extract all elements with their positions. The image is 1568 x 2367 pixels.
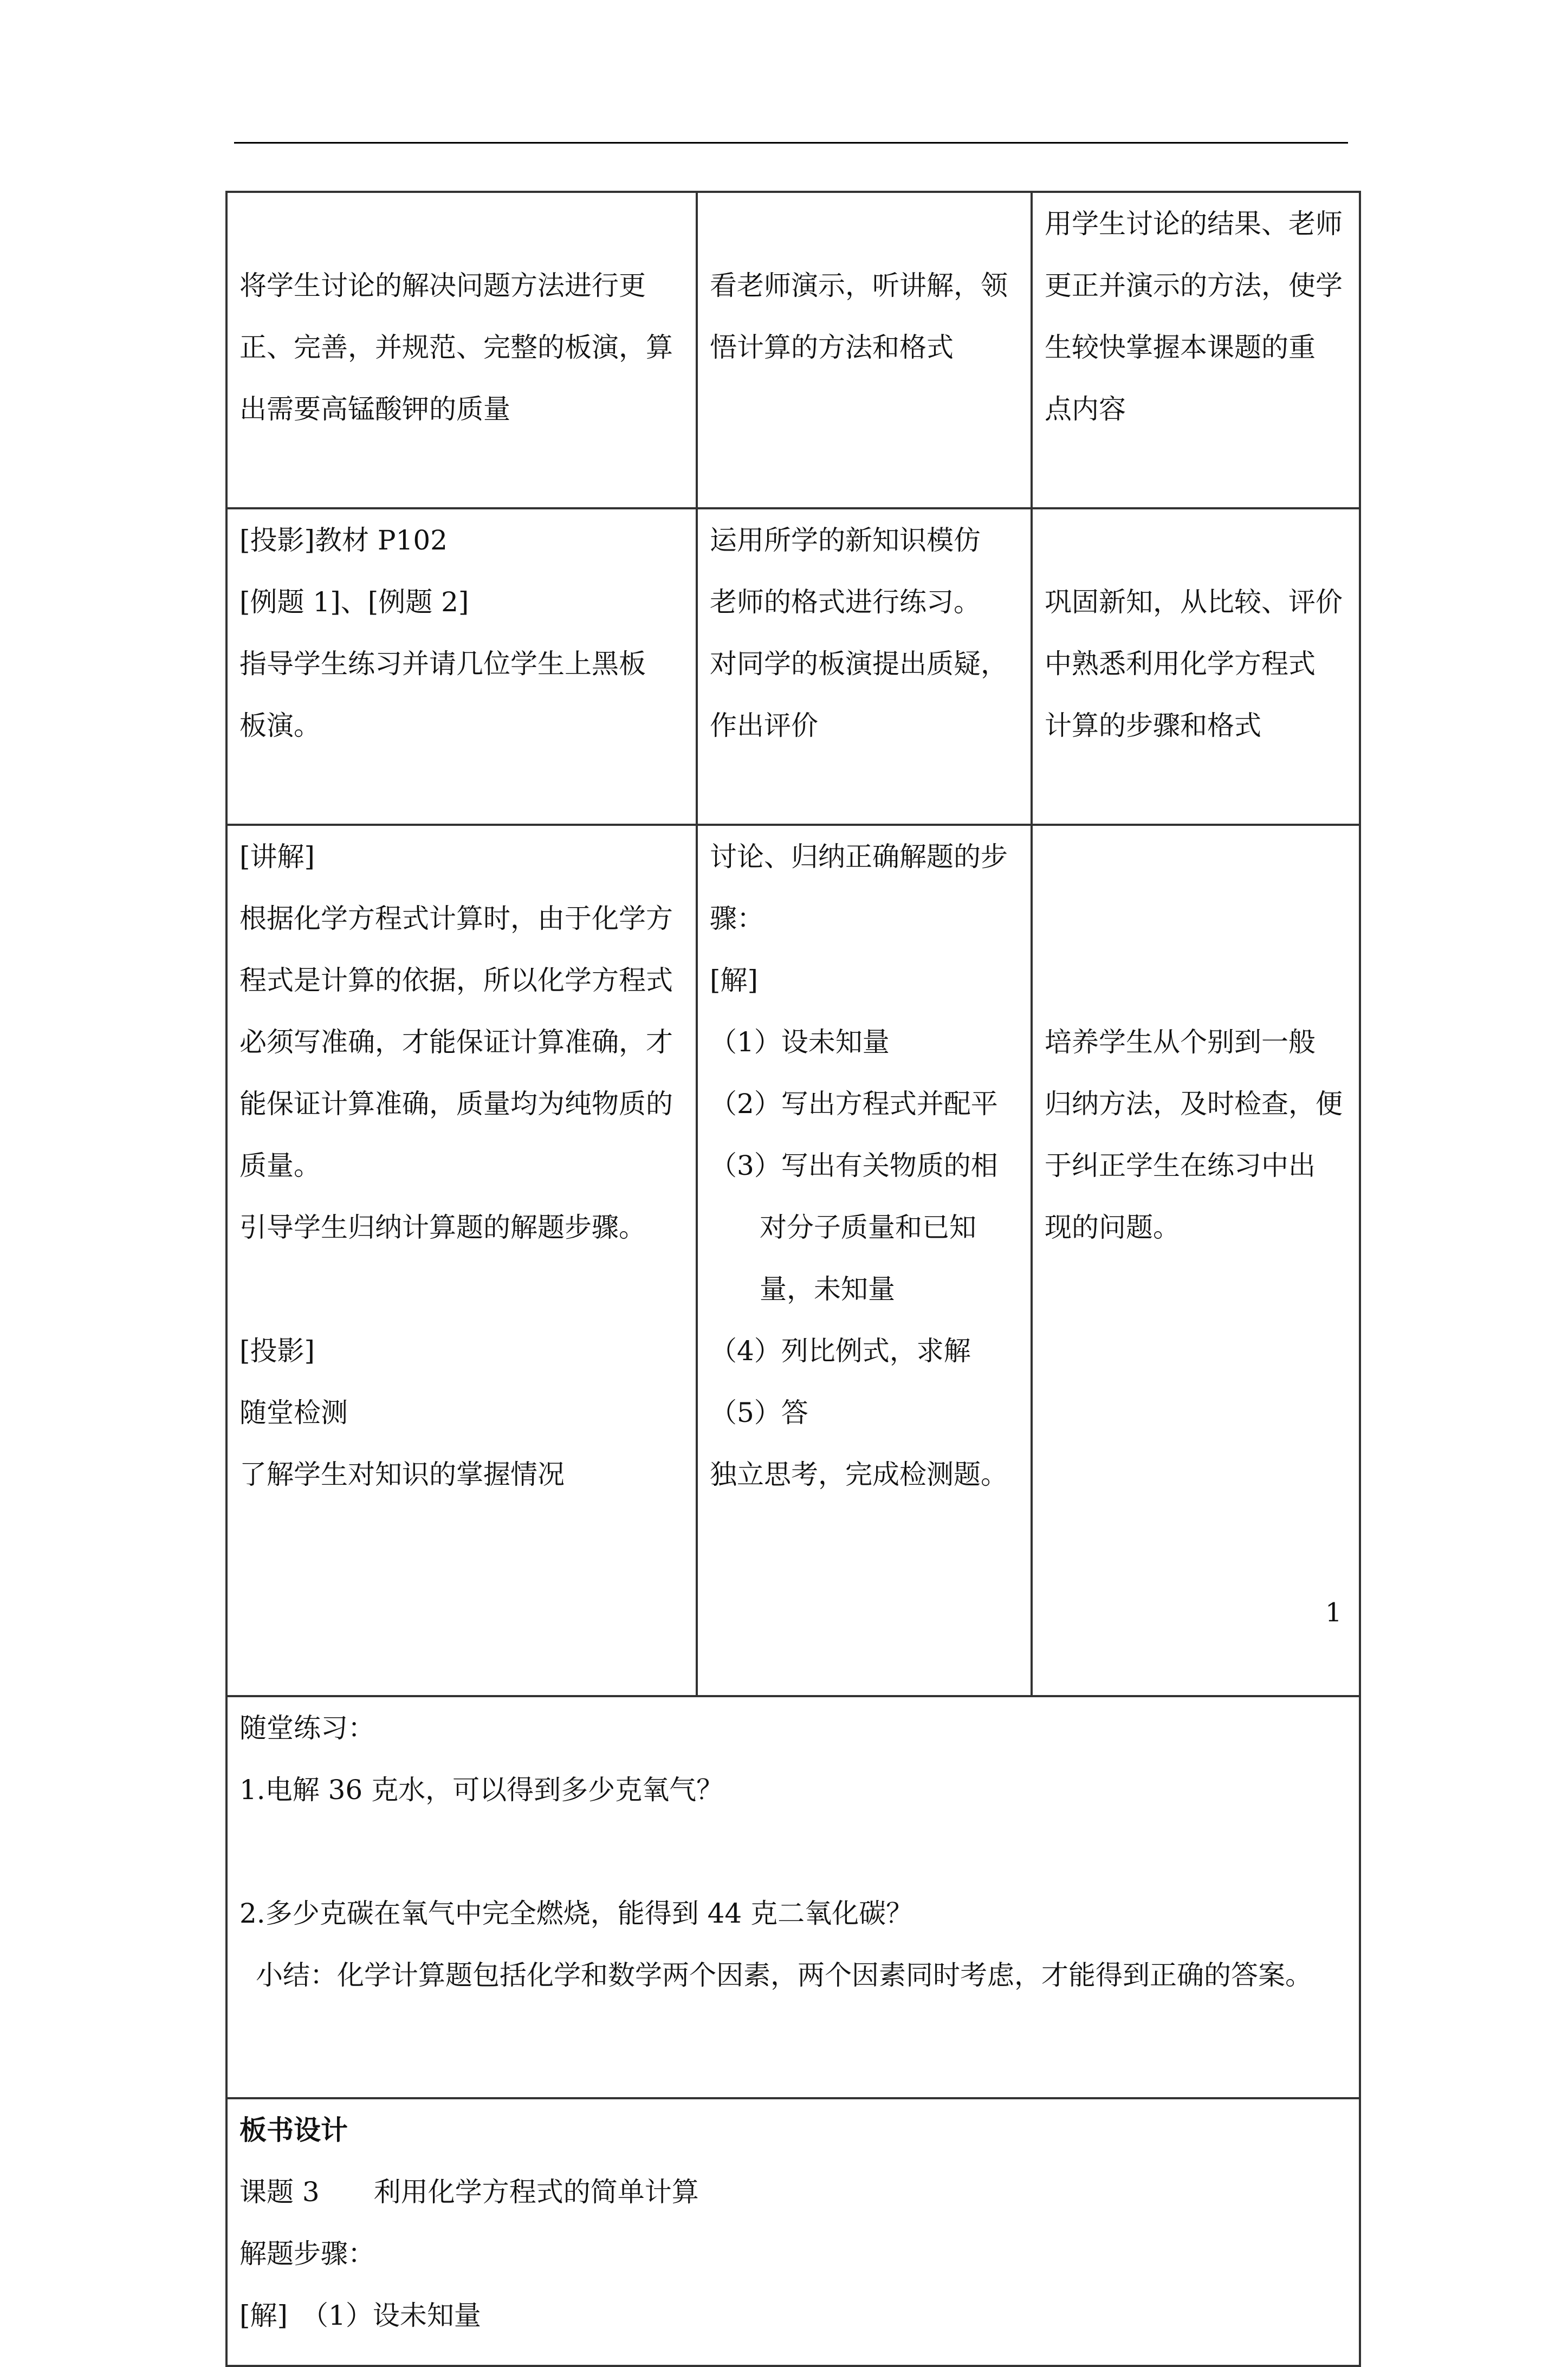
summary-text: 小结：化学计算题包括化学和数学两个因素，两个因素同时考虑，才能得到正确的答案。 bbox=[256, 1959, 1312, 1991]
table-row bbox=[226, 1696, 1360, 2098]
text-line: 于纠正学生在练习中出 bbox=[1045, 1150, 1316, 1181]
student-activity-cell bbox=[697, 192, 1032, 508]
board-first-step: [解] （1）设未知量 bbox=[239, 2300, 481, 2331]
practice-question: 2.多少克碳在氧气中完全燃烧，能得到 44 克二氧化碳？ bbox=[239, 1898, 913, 1929]
text-line: 更正并演示的方法，使学 bbox=[1045, 270, 1343, 301]
text-line: 归纳方法，及时检查，便 bbox=[1045, 1088, 1343, 1120]
text-line: [解] bbox=[710, 965, 759, 996]
text-line: 生较快掌握本课题的重 bbox=[1045, 332, 1316, 363]
text-line: 看老师演示，听讲解，领 bbox=[710, 270, 1008, 301]
text-line: （4）列比例式，求解 bbox=[710, 1335, 971, 1367]
text-line: （5）答 bbox=[710, 1397, 808, 1428]
text-line: （2）写出方程式并配平 bbox=[710, 1088, 998, 1120]
table-row bbox=[226, 2098, 1360, 2366]
text-line: 点内容 bbox=[1045, 393, 1126, 425]
text-line: （3）写出有关物质的相 bbox=[710, 1150, 998, 1181]
text-line: 巩固新知，从比较、评价 bbox=[1045, 586, 1343, 618]
text-line: 中熟悉利用化学方程式 bbox=[1045, 648, 1316, 680]
text-line: 引导学生归纳计算题的解题步骤。 bbox=[239, 1212, 646, 1243]
table-row bbox=[226, 825, 1360, 1696]
text-line: 程式是计算的依据，所以化学方程式 bbox=[239, 965, 673, 996]
table-row bbox=[226, 192, 1360, 508]
text-line: [例题 1]、[例题 2] bbox=[239, 586, 469, 618]
board-design-cell bbox=[226, 2098, 1360, 2366]
text-line: 运用所学的新知识模仿 bbox=[710, 525, 981, 556]
text-line: 根据化学方程式计算时，由于化学方 bbox=[239, 903, 673, 934]
board-steps-label: 解题步骤： bbox=[239, 2238, 375, 2269]
blank-line bbox=[239, 1258, 684, 1320]
text-line: （1）设未知量 bbox=[710, 1026, 890, 1058]
board-topic: 课题 3 利用化学方程式的简单计算 bbox=[239, 2176, 699, 2208]
text-line: 必须写准确，才能保证计算准确，才 bbox=[239, 1026, 673, 1058]
table-row bbox=[226, 508, 1360, 825]
student-activity-cell bbox=[697, 825, 1032, 1696]
text-line: 独立思考，完成检测题。 bbox=[710, 1459, 1008, 1490]
lesson-plan-table bbox=[225, 191, 1361, 2367]
text-line: 能保证计算准确，质量均为纯物质的 bbox=[239, 1088, 673, 1120]
text-line: 对同学的板演提出质疑， bbox=[710, 648, 1008, 680]
text-line: 将学生讨论的解决问题方法进行更 bbox=[239, 270, 646, 301]
text-line: 了解学生对知识的掌握情况 bbox=[239, 1459, 565, 1490]
text-line: 计算的步骤和格式 bbox=[1045, 710, 1261, 741]
design-intent-cell bbox=[1032, 192, 1360, 508]
header-rule bbox=[234, 142, 1348, 144]
text-line: 出需要高锰酸钾的质量 bbox=[239, 393, 510, 425]
text-line: 作出评价 bbox=[710, 710, 818, 741]
teacher-activity-cell bbox=[226, 508, 697, 825]
board-design-heading: 板书设计 bbox=[239, 2114, 348, 2146]
page-number: 1 bbox=[1325, 1598, 1342, 1628]
teacher-activity-cell bbox=[226, 192, 697, 508]
blank-line bbox=[239, 1821, 1347, 1883]
text-line: 板演。 bbox=[239, 710, 321, 741]
text-line: 骤： bbox=[710, 903, 764, 934]
text-line: 量，未知量 bbox=[760, 1273, 895, 1305]
text-line: 指导学生练习并请几位学生上黑板 bbox=[239, 648, 646, 680]
design-intent-cell bbox=[1032, 508, 1360, 825]
design-intent-cell bbox=[1032, 825, 1360, 1696]
teacher-activity-cell bbox=[226, 825, 697, 1696]
practice-heading: 随堂练习： bbox=[239, 1712, 375, 1744]
text-line: [讲解] bbox=[239, 841, 315, 872]
text-line: 讨论、归纳正确解题的步 bbox=[710, 841, 1008, 872]
text-line: 对分子质量和已知 bbox=[760, 1212, 976, 1243]
practice-question: 1.电解 36 克水，可以得到多少克氧气？ bbox=[239, 1774, 724, 1806]
text-line: 用学生讨论的结果、老师 bbox=[1045, 208, 1343, 240]
practice-cell bbox=[226, 1696, 1360, 2098]
text-line: 随堂检测 bbox=[239, 1397, 348, 1428]
text-line: [投影]教材 P102 bbox=[239, 525, 448, 556]
text-line: [投影] bbox=[239, 1335, 315, 1367]
text-line: 正、完善，并规范、完整的板演，算 bbox=[239, 332, 673, 363]
text-line: 老师的格式进行练习。 bbox=[710, 586, 981, 618]
text-line: 质量。 bbox=[239, 1150, 321, 1181]
student-activity-cell bbox=[697, 508, 1032, 825]
text-line: 培养学生从个别到一般 bbox=[1045, 1026, 1316, 1058]
text-line: 悟计算的方法和格式 bbox=[710, 332, 954, 363]
text-line: 现的问题。 bbox=[1045, 1212, 1180, 1243]
